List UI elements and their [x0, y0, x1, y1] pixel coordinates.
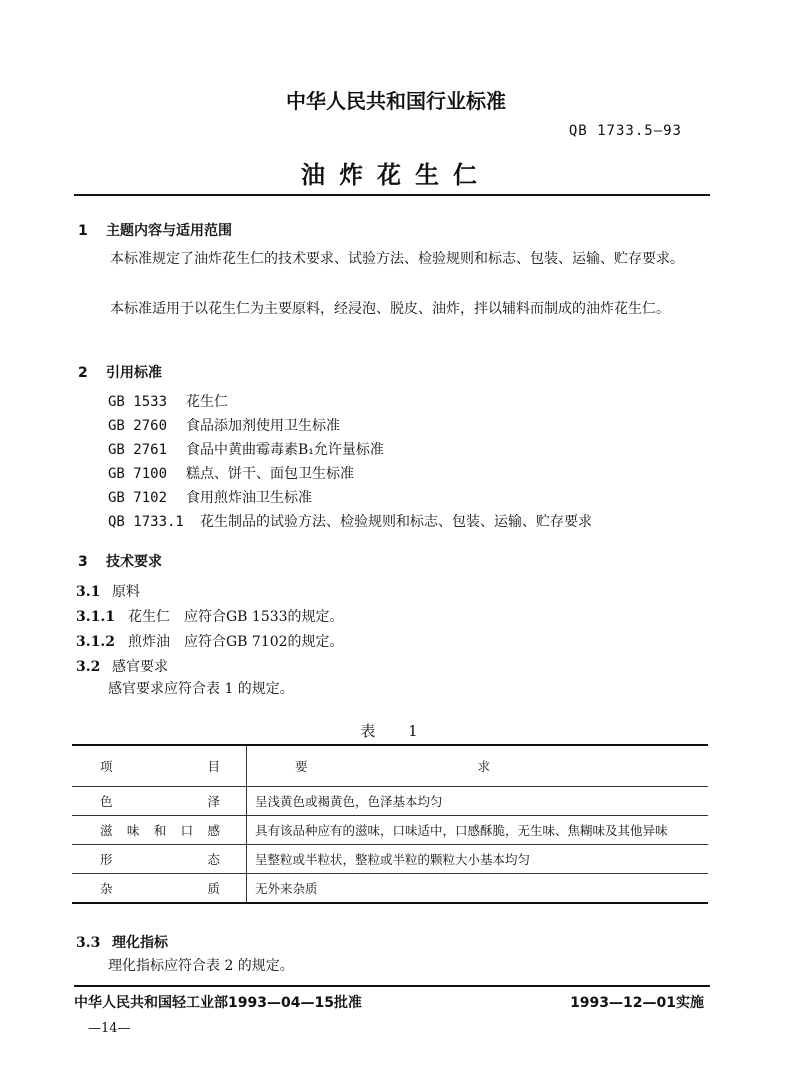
section-3-title: 技术要求	[106, 554, 162, 570]
section-2-number: 2	[78, 365, 88, 381]
section-1-title: 主题内容与适用范围	[106, 223, 232, 239]
reference-item: GB 1533 花生仁	[108, 394, 228, 410]
approval-line: 中华人民共和国轻工业部1993—04—15批准	[74, 995, 362, 1011]
subsection-3-2-text: 感官要求应符合表 1 的规定。	[108, 681, 294, 697]
reference-item: GB 7102 食用煎炸油卫生标准	[108, 490, 312, 506]
section-1-paragraph-2: 本标准适用于以花生仁为主要原料，经浸泡、脱皮、油炸，拌以辅料而制成的油炸花生仁。	[110, 301, 670, 317]
table-cell-requirement: 呈整粒或半粒状，整粒或半粒的颗粒大小基本均匀	[247, 845, 709, 874]
subsection-3-1-1: 3.1.1 花生仁 应符合GB 1533的规定。	[76, 609, 344, 625]
table-row	[72, 816, 708, 845]
table-cell-item: 杂质	[72, 874, 247, 904]
table-1-caption: 表 1	[360, 722, 432, 740]
section-1-number: 1	[78, 223, 88, 239]
section-1-heading	[78, 220, 232, 240]
table-header-row	[72, 745, 708, 787]
table-cell-item: 色泽	[72, 787, 247, 816]
reference-item: GB 7100 糕点、饼干、面包卫生标准	[108, 466, 354, 482]
standard-code: QB 1733.5—93	[568, 123, 682, 139]
issuing-authority-heading: 中华人民共和国行业标准	[286, 89, 506, 113]
subsection-3-2: 3.2 感官要求	[76, 659, 168, 675]
subsection-3-3: 3.3 理化指标	[76, 935, 168, 951]
section-2-title: 引用标准	[106, 365, 162, 381]
footer-divider	[74, 985, 710, 987]
page-number: —14—	[88, 1021, 131, 1036]
reference-item: GB 2761 食品中黄曲霉毒素B₁允许量标准	[108, 442, 384, 458]
table-cell-requirement: 具有该品种应有的滋味，口味适中，口感酥脆，无生味、焦糊味及其他异味	[247, 816, 709, 845]
section-2-heading	[78, 362, 162, 382]
table-row	[72, 874, 708, 904]
section-3-number: 3	[78, 554, 88, 570]
table-cell-item: 滋味和口感	[72, 816, 247, 845]
title-divider	[74, 194, 710, 196]
section-3-heading	[78, 551, 162, 571]
document-title: 油炸花生仁	[301, 161, 491, 189]
table-cell-requirement: 无外来杂质	[255, 881, 318, 896]
table-header-requirement: 要求	[247, 745, 709, 787]
reference-item: QB 1733.1 花生制品的试验方法、检验规则和标志、包装、运输、贮存要求	[108, 514, 592, 530]
table-cell-requirement: 呈浅黄色或褐黄色，色泽基本均匀	[247, 787, 709, 816]
implementation-date: 1993—12—01实施	[570, 995, 704, 1011]
subsection-3-1-2: 3.1.2 煎炸油 应符合GB 7102的规定。	[76, 634, 344, 650]
subsection-3-3-text: 理化指标应符合表 2 的规定。	[108, 958, 294, 974]
table-row	[72, 787, 708, 816]
subsection-3-1: 3.1 原料	[76, 584, 140, 600]
sensory-requirements-table	[72, 744, 708, 904]
table-header-item: 项目	[72, 745, 247, 787]
reference-item: GB 2760 食品添加剂使用卫生标准	[108, 418, 340, 434]
table-row	[72, 845, 708, 874]
section-1-paragraph-1: 本标准规定了油炸花生仁的技术要求、试验方法、检验规则和标志、包装、运输、贮存要求。	[110, 251, 684, 267]
table-cell-item: 形态	[72, 845, 247, 874]
